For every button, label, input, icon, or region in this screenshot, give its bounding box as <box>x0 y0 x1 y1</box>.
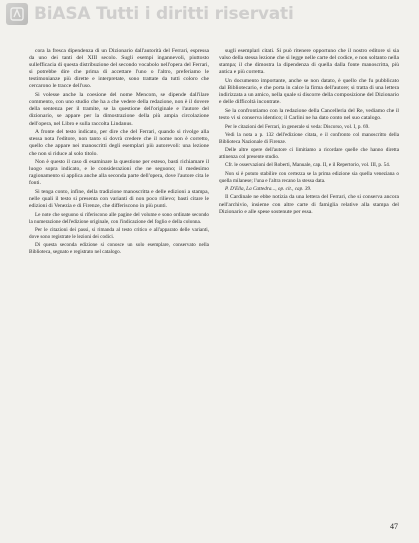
left-column <box>29 48 209 518</box>
paragraph: Un documento importante, anche se non datato, è quello che fu pubblicato dal Bibliotecario, e che porta in calce la firma dell'autore; si tratta di una lettera indirizzata a un amico, nella quale si discorre della composizione del Dizionario e delle difficoltà incontrate. <box>219 77 399 106</box>
footnote: Per le citazioni del Ferrari, in generale si veda: Discorso, vol. I, p. 69. <box>225 123 370 130</box>
watermark <box>0 0 419 28</box>
paragraph: Si volesse anche la coesione del nome Mencom, se dipende dall'ilare commento, con uno studio che ha a che vedere della redazione, non è il dovere della sentenza per il tramite, se la questione dell'originale e l'autore del dizionario, se appare per la dimostrazione della più ampia circolazione dell'opera, nel Libro e sulla raccolta Lindanus. <box>29 92 209 127</box>
page-number: 47 <box>390 522 398 531</box>
paragraph: Le note che seguono si riferiscono alle pagine del volume e sono ordinate secondo la numerazione dell'edizione originale, con l'indicazione del foglio e della colonna. <box>29 212 209 225</box>
footnote: Delle altre opere dell'autore ci limitiamo a ricordare quelle che hanno diretta attinenza col presente studio. <box>219 147 399 161</box>
paragraph: Per le citazioni dei passi, si rimanda al testo critico e all'apparato delle varianti, dove sono registrate le lezioni dei codici. <box>29 227 209 241</box>
paragraph: Di questa seconda edizione si conosce un solo esemplare, conservato nella Biblioteca, segnato e registrato nel catalogo. <box>29 242 209 256</box>
paragraph: Si tenga conto, infine, della tradizione manoscritta e delle edizioni a stampa, nelle quali il testo si presenta con varianti di non poco rilievo; basti citare le edizioni di Venezia e di Firenze, che differiscono in più punti. <box>29 189 209 210</box>
paragraph: Il Cardinale ne ebbe notizia da una lettera del Ferrari, che si conserva ancora nell'archivio, insieme con altre carte di famiglia relative alla stampa del Dizionario e alle spese sostenute per essa. <box>219 194 399 215</box>
paragraph: Non è questo il caso di esaminare la questione per esteso, basti richiamare il luogo sopra indicato, e le considerazioni che ne seguono; il medesimo ragionamento si applica anche alla seconda parte dell'opera, dove l'autore cita le fonti. <box>29 159 209 187</box>
footnote: Cfr. le osservazioni del Roberti, Manuale, cap. II, e il Repertorio, vol. III, p. 54. <box>225 162 391 169</box>
right-column <box>219 48 399 518</box>
paragraph: A fronte del testo indicato, per dire che del Ferrari, quando si rivolge alla stessa nota l'editore, non tanto si dovrà credere che il nome non è corretto, quello che appare nei manoscritti degli esemplari più autorevoli: una lezione che non si riduce al solo titolo. <box>29 129 209 157</box>
paragraph: sugli esemplari citati. Si può ritenere opportuno che il nostro editore si sia valso della stessa lezione che si legge nelle carte del codice, e non soltanto nella stampa; il che dimostra la dipendenza di quella dalla fonte manoscritta, più antica e più corretta. <box>219 48 399 76</box>
paragraph: Se la confrontiamo con la redazione della Cancelleria del Re, vediamo che il testo vi si conserva identico; il Carlini ne ha dato conto nel suo catalogo. <box>219 107 399 122</box>
watermark-text: BiASA Tutti i diritti riservati <box>34 4 294 24</box>
library-logo-icon <box>6 3 28 25</box>
footnote: P. D'Ella, La Cattedra..., op. cit., cap. 39. <box>225 186 312 193</box>
paragraph: cora la fresca dipendenza di un Dizionario dall'autorità del Ferrari, espressa da uno dei tanti del XIII secolo. Sugli esempi ingannevoli, piuttosto sullefficacia di questa distribuzione del secondo vocabolo nell'opera del Ferrari, si potrebbe dire che prima di accettare l'uno o l'altro, preferiamo le testimonianze più dirette e interpretate, sono trattate da tutti coloro che cercarono le tracce dell'uso. <box>29 48 209 90</box>
text-columns <box>29 48 399 518</box>
footnote: Vedi la nota a p. 132 dell'edizione citata, e il confronto col manoscritto della Biblioteca Nazionale di Firenze. <box>219 132 399 145</box>
footnote: Non si è potuto stabilire con certezza se la prima edizione sia quella veneziana o quella milanese; l'una e l'altra recano la stessa data. <box>219 170 399 184</box>
